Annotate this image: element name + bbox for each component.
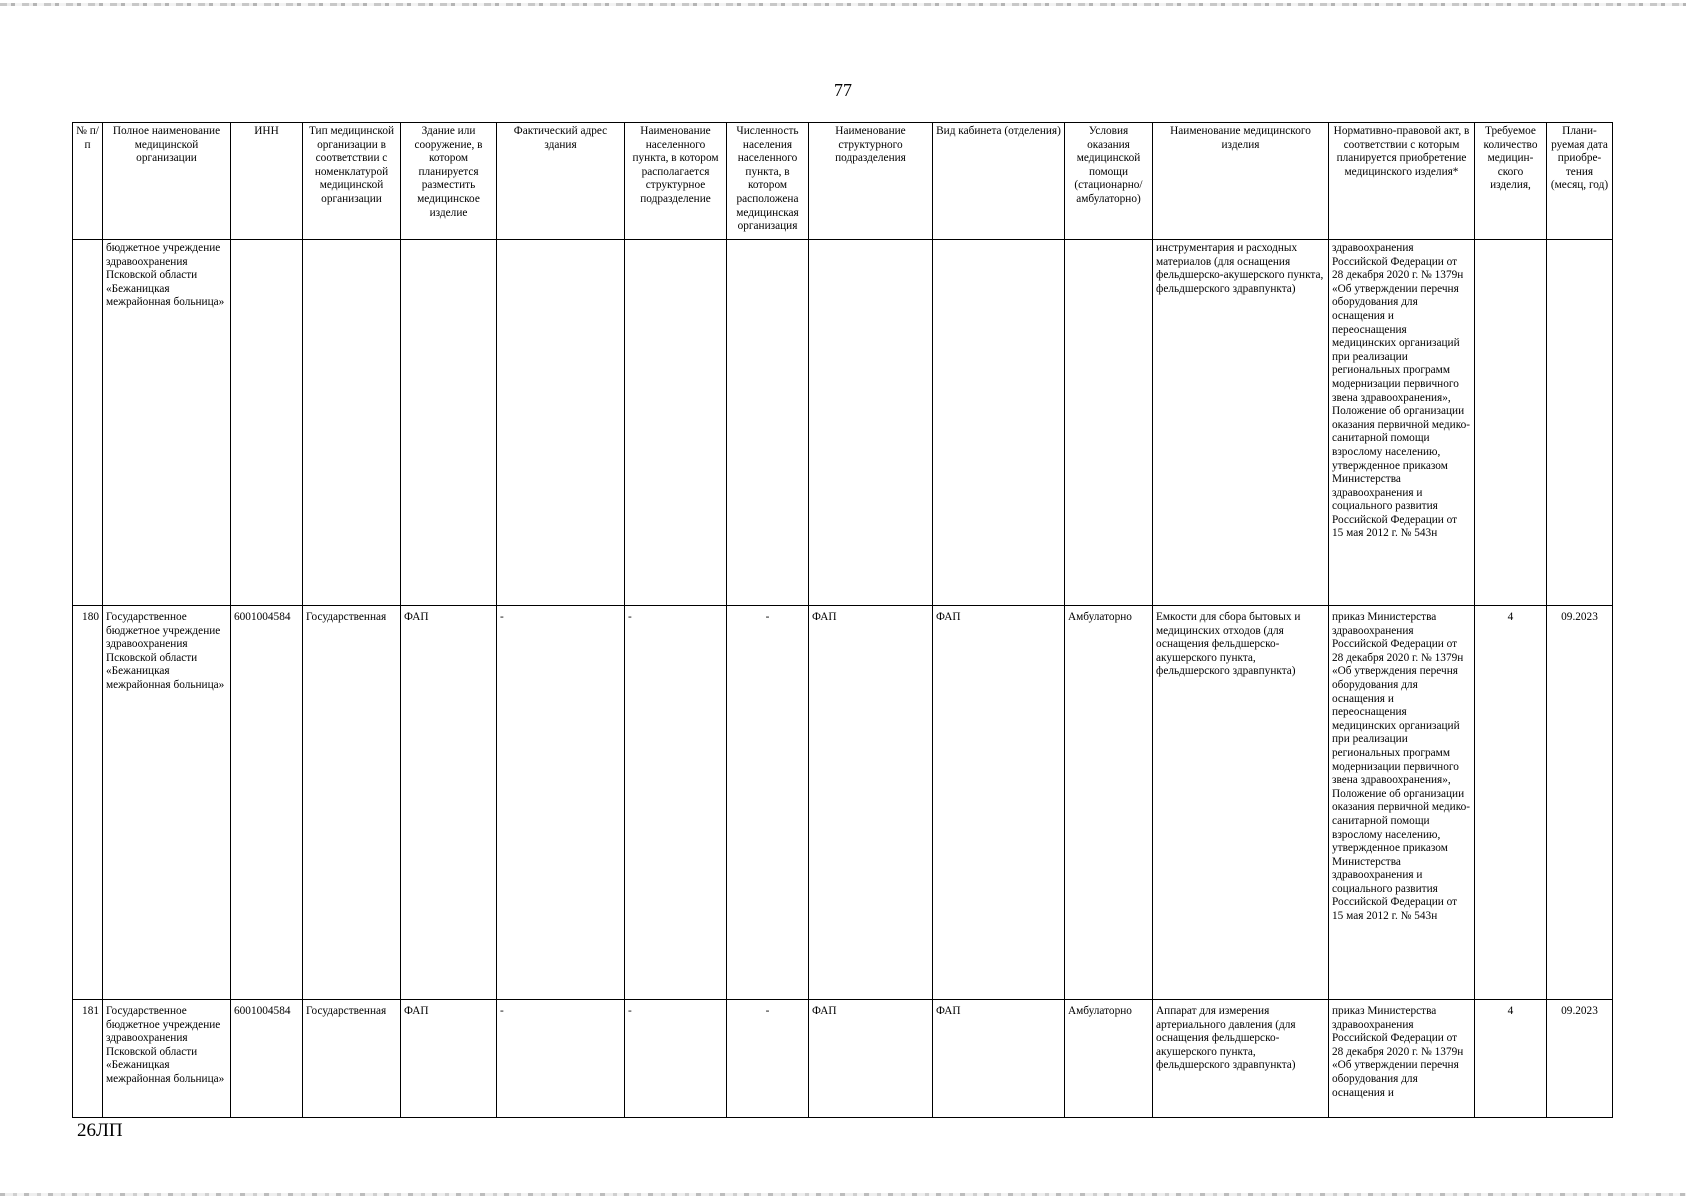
cell-organization: Государственное бюджетное учреждение здравоохранения Псковской области «Бежаницкая межрайонная больница» [103, 1000, 231, 1118]
cell-number: 181 [73, 1000, 103, 1118]
column-header-date: Плани- руемая дата приобре- тения (месяц, год) [1547, 123, 1613, 240]
cell-inn [231, 240, 303, 606]
cell-cabinet: ФАП [933, 1000, 1065, 1118]
cell-cabinet [933, 240, 1065, 606]
cell-unit: ФАП [809, 606, 933, 1000]
cell-legal-act: здравоохранения Российской Федерации от 28 декабря 2020 г. № 1379н «Об утверждении перечня оборудования для оснащения и переоснащения медицинских организаций при реализации региональных программ модернизации первичного звена здравоохранения», Положение об организации оказания первичной медико-санитарной помощи взрослому населению, утвержденное приказом Министерства здравоохранения и социального развития Российской Федерации от 15 мая 2012 г. № 543н [1329, 240, 1475, 606]
cell-address: - [497, 606, 625, 1000]
column-header-device: Наименование медицинского изделия [1153, 123, 1329, 240]
column-header-locality: Наименование населенного пункта, в котором располагается структурное подразделение [625, 123, 727, 240]
cell-quantity: 4 [1475, 606, 1547, 1000]
column-header-quantity: Требуемое количество медицин- ского изделия, [1475, 123, 1547, 240]
column-header-building: Здание или сооружение, в котором планируется разместить медицинское изделие [401, 123, 497, 240]
table-row [73, 1000, 1613, 1118]
cell-population: - [727, 1000, 809, 1118]
cell-address: - [497, 1000, 625, 1118]
cell-date [1547, 240, 1613, 606]
cell-unit: ФАП [809, 1000, 933, 1118]
cell-date: 09.2023 [1547, 1000, 1613, 1118]
footer-code: 26ЛП [77, 1120, 123, 1141]
cell-conditions: Амбулаторно [1065, 1000, 1153, 1118]
column-header-unit: Наименование структурного подразделения [809, 123, 933, 240]
column-header-org-type: Тип медицинской организации в соответствии с номенклатурой медицинской организации [303, 123, 401, 240]
cell-org-type [303, 240, 401, 606]
cell-quantity [1475, 240, 1547, 606]
cell-unit [809, 240, 933, 606]
cell-cabinet: ФАП [933, 606, 1065, 1000]
cell-conditions: Амбулаторно [1065, 606, 1153, 1000]
scan-edge-top [0, 3, 1686, 6]
cell-legal-act: приказ Министерства здравоохранения Российской Федерации от 28 декабря 2020 г. № 1379н «Об утверждения перечня оборудования для оснащения и переоснащения медицинских организаций при реализации региональных программ модернизации первичного звена здравоохранения», Положение об организации оказания первичной медико-санитарной помощи взрослому населению, утвержденное приказом Министерства здравоохранения и социального развития Российской Федерации от 15 мая 2012 г. № 543н [1329, 606, 1475, 1000]
cell-device: Аппарат для измерения артериального давления (для оснащения фельдшерско-акушерского пункта, фельдшерского здравпункта) [1153, 1000, 1329, 1118]
cell-org-type: Государственная [303, 606, 401, 1000]
cell-building: ФАП [401, 606, 497, 1000]
column-header-legal-act: Нормативно-правовой акт, в соответствии с которым планируется приобретение медицинского изделия* [1329, 123, 1475, 240]
column-header-conditions: Условия оказания медицинской помощи (стационарно/ амбулаторно) [1065, 123, 1153, 240]
cell-inn: 6001004584 [231, 606, 303, 1000]
cell-org-type: Государственная [303, 1000, 401, 1118]
cell-address [497, 240, 625, 606]
cell-organization: бюджетное учреждение здравоохранения Псковской области «Бежаницкая межрайонная больница» [103, 240, 231, 606]
cell-locality: - [625, 606, 727, 1000]
cell-building: ФАП [401, 1000, 497, 1118]
table-row [73, 606, 1613, 1000]
column-header-address: Фактический адрес здания [497, 123, 625, 240]
cell-locality [625, 240, 727, 606]
cell-number [73, 240, 103, 606]
cell-device: инструментария и расходных материалов (для оснащения фельдшерско-акушерского пункта, фельдшерского здравпункта) [1153, 240, 1329, 606]
cell-population: - [727, 606, 809, 1000]
cell-device: Емкости для сбора бытовых и медицинских отходов (для оснащения фельдшерско-акушерского пункта, фельдшерского здравпункта) [1153, 606, 1329, 1000]
cell-organization: Государственное бюджетное учреждение здравоохранения Псковской области «Бежаницкая межрайонная больница» [103, 606, 231, 1000]
equipment-registry-table [72, 122, 1613, 1118]
column-header-cabinet: Вид кабинета (отделения) [933, 123, 1065, 240]
cell-date: 09.2023 [1547, 606, 1613, 1000]
scan-edge-bottom [0, 1193, 1686, 1196]
cell-conditions [1065, 240, 1153, 606]
table-header-row [73, 123, 1613, 240]
cell-inn: 6001004584 [231, 1000, 303, 1118]
cell-quantity: 4 [1475, 1000, 1547, 1118]
cell-number: 180 [73, 606, 103, 1000]
cell-locality: - [625, 1000, 727, 1118]
cell-legal-act: приказ Министерства здравоохранения Российской Федерации от 28 декабря 2020 г. № 1379н «Об утверждении перечня оборудования для оснащения и [1329, 1000, 1475, 1118]
page-number: 77 [834, 80, 852, 100]
column-header-inn: ИНН [231, 123, 303, 240]
column-header-number: № п/п [73, 123, 103, 240]
column-header-organization: Полное наименование медицинской организации [103, 123, 231, 240]
cell-building [401, 240, 497, 606]
cell-population [727, 240, 809, 606]
table-row [73, 240, 1613, 606]
column-header-population: Численность населения населенного пункта, в котором расположена медицинская организация [727, 123, 809, 240]
